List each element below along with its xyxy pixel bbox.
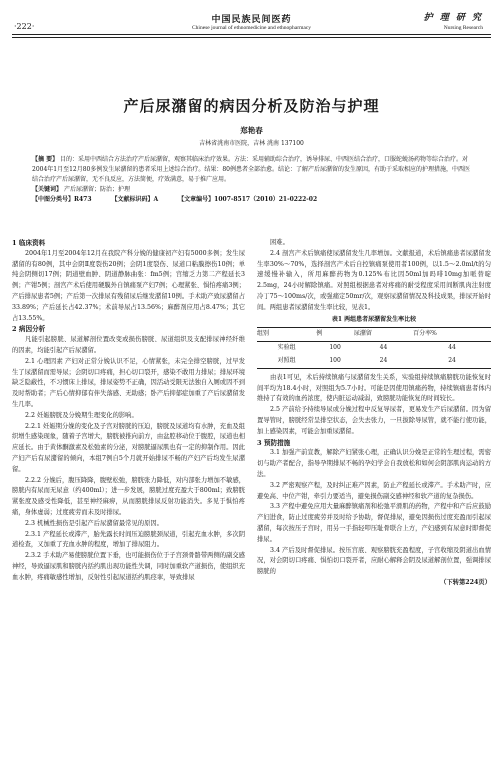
paragraph: 2.5 产前给予持续导尿或分娩过程中反复导尿者，更易发生产后尿潴留。因为留置导管时，膀胱经常呈排空状态，会失去张力，一旦拔除导尿管，就不能行使功能，加上感染因素，可能会加重尿潴留。 [257,406,491,435]
left-column [12,238,245,584]
paragraph: 2.2.1 妊娠期分娩的变化及子宫对膀胱的压迫，膀胱及尿道均有水肿，充血及组织增生感染现象，随着子宫增大，膀胱被推向前方，由盆腔移动位于腹腔，尿道也相应延长。由于黄体酮激素及松弛素的分泌，对膀胱逼尿肌也有一定的抑制作用。因此产妇产后有尿潴留的倾向，本组7例自5个月就开始排尿不畅的产妇产后均发生尿潴留。 [12,422,245,473]
paragraph: 3.4 产后及时督促排尿。按压宫底、观察膀胱充盈程度，子宫收缩及阴道出血情况，对会阴切口疼痛、惧怕切口裂开者，应耐心解释会阴及尿道解剖位置，强调排尿膀胱的 [257,546,491,576]
table-row [257,342,491,355]
page-number: ·222· [14,22,35,31]
keywords [32,185,472,195]
article-title: 产后尿潴留的病因分析及防治与护理 [123,97,380,115]
paragraph: 2.3.2 手术助产易使膀胱位置下垂，也可能损伤位于子宫颈骨骼带两侧的副交感神经，导致逼尿肌和膀胱内括约肌出现功能性失调，同时加重软产道损伤，使组织充血水肿，疼痛敏感性增加，反射性引起尿道括约肌痉挛，导致排尿 [12,552,245,581]
paragraph: 3.2 严密观察产程，及时纠正难产因素，防止产程延长或滞产。手术助产时，应避免高、中位产钳，牵引力要适当，避免损伤副交感神经和软产道的复杂损伤。 [257,481,491,500]
paragraph: 3.1 加强产前宣教，解除产妇紧张心理，正确认识分娩是正常的生理过程，需密切与助产者配合，指导孕期排尿不畅的孕妇学会自我放松和如何会阴部肌肉运动的方法。 [257,449,491,478]
table-row [257,355,491,368]
abstract [32,155,472,185]
paragraph: 2.2 妊娠膀胱及分娩期生理变化的影响。 [25,411,138,419]
author: 郑艳春 [240,126,263,135]
paragraph: 2.4 剖宫产术后镇痛使尿潴留发生几率增加。文献报道，术后镇痛患者尿潴留发生率30%～70%，选择剖宫产术后自控镇痛泵使用者100例，以1.5～2.0ml/t的匀速缓慢补输入，所用麻醉药物为0.125%布比因50ml加吗啡10mg加哌替啶2.5mg，24小时解除镇痛。对照组根据患者对疼痛的耐受程度采用间断肌肉注射度冷丁75～100ms/次，或强痛定50mr/次，观察尿潴留情况及科技成果，排尿开始时间。两组患者尿潴留发生率比较，见表1。 [257,249,491,311]
article-meta [32,195,472,205]
paragraph: 由表1可见，术后持续镇痛与尿潴留发生关系，实验组持续镇痛膀胱功能恢复时间平均为18.4小时，对照组为5.7小时。可能是因使用镇痛药物，持续镇痛患者体内维持了有效的血药浓度，使内脏运动减弱，致膀胱功能恢复的时间较长。 [257,373,491,403]
keywords-text: 产后尿潴留；防治；护理 [63,186,130,193]
document-code: 【文献标识码】A [111,196,159,203]
data-table [257,327,491,368]
table-cell: 100 [316,355,354,368]
section-title-en: Nursing Research [443,25,483,31]
table-cell: 44 [379,344,388,352]
table-header: 组别 [257,328,316,342]
keywords-label: 【关键词】 [32,186,63,193]
right-column [257,238,491,589]
clc-number: 【中图分类号】R473 [32,196,92,203]
table-cell: 100 [329,344,341,352]
article-number: 【文章编号】1007-8517（2010）21-0222-02 [178,196,318,203]
paragraph: 3.3 产程中避免应用大量麻醉镇痛剂和松弛平滑肌的药物，产程中和产后应鼓励产妇进食，防止过度疲劳并及时给予协助，督促排尿，避免因损伤过度充盈而引起尿潴留，每次按压子宫时，用另一手指轻叩压耻骨联合上方，产妇感到有尿意时即督促排尿。 [257,503,491,543]
table-header: 尿潴留 [354,328,413,342]
continued-note: （下转第224页） [440,578,491,586]
table-cell: 对照组 [257,355,316,368]
affiliation: 吉林省洮南市医院，吉林 洮南 137100 [199,140,304,147]
table-cell: 24 [413,355,491,368]
paragraph: 2.2.2 分娩后，腹压降降，腹壁松弛，膀胱张力降低，对内部张力增加不敏感，膀胱内有尿而无尿意（约400ml）；进一步发展，膀胱过度充盈大于800ml；致膀胱紧张度及感受性降低，甚至神经麻痹，从而膀胱排尿反射功能消失。多见于惧怕疼痛，身体虚弱；过度疲劳而未及时排尿。 [12,476,245,516]
section-heading: 2 病因分析 [12,325,46,334]
abstract-text: 目的：采用中西结合方法治疗产后尿潴留，观察其临床治疗效果。方法：采用辅助综合治疗，诱导排尿、中西医结合治疗，口服蛇蜕汤药物等综合治疗。对2004年1月至12月80多例发生尿潴留的患者采用上述综合治疗。结果：80例患者全部治愈。结论：了解产后尿潴留的发生原因，有助于采取相应的护理措施，中西医结合治疗产后尿潴留，无不良反应，方法简便，疗效满意，易于推广应用。 [32,156,470,183]
table-header: 百分率% [413,328,491,342]
paragraph: 困难。 [270,239,289,246]
header-rule [12,34,491,35]
paragraph: 2.1 心理因素 产妇对正常分娩认识不足，心情紧张，未完全排空膀胱，过早发生了尿潴留而需导尿；会阴切口疼痛，担心切口裂开，感染不敢用力排尿；排尿环境缺乏隐蔽性，不习惯床上排尿，排尿姿势不正确，因活动受限无法独自入厕或因不到及时帮助者；产后心情抑郁有伴失落感、无助感；卧产后抑郁症加重了产后尿潴留发生几率。 [12,357,245,408]
section-title: 护 理 研 究 [423,13,483,23]
abstract-block [32,155,472,205]
table-cell: 24 [354,355,413,368]
journal-title: 中国民族民间医药 [211,15,292,25]
abstract-label: 【摘 要】 [32,156,59,163]
table-header: 例 [316,328,354,342]
page-header [0,0,503,52]
paragraph: 2004年1月至2004年12月在我院产科分娩的健康初产妇有5000多例；发生尿潴留的有80例，其中会阴Ⅱ度裂伤20例；会阴1度裂伤、尿道口粘膜擦伤10例；单纯会阴侧切17例；阴道壁血肿、阴道静脉曲张：fm5例；宫缩乏力第二产程延长3例；产钳5例；剖宫产术后使用硬膜外自镇痛泵产妇7例；心理紧张、惧怕疼痛3例；产后排尿患者5例；产后第一次排尿有残留尿后继发潴留10例。手术助产致尿潴留占33.89%；产后延长占42.37%；术前导尿占13.56%；麻醉剂应用占8.47%；其它占13.55%。 [12,249,245,322]
table-cell: 实验组 [277,344,296,352]
paragraph: 2.3.1 产程延长或滞产，胎先露长时间压迫膀胱颈尿道，引起充血水肿，多次阴道检查，又加重了充血水肿的程度，增加了排尿阻力。 [12,530,245,549]
journal-subtitle: Chinese journal of ethnomedicine and ethnopharmacy [192,25,311,31]
table-cell: 44 [448,344,456,352]
paragraph: 2.3 机械性损伤是引起产后尿潴留最常见的原因。 [25,519,163,527]
table-caption: 表1 两组患者尿潴留发生率比较 [331,315,417,323]
section-heading: 1 临床资料 [12,239,46,247]
section-heading: 3 预防措施 [257,438,291,447]
paragraph: 凡能引起膀胱、尿道解剖位置改变或损伤膀胱、尿道组织及支配排尿神经纤维的因素，均能引起产后尿潴留。 [12,336,245,354]
header-rule-thin [12,37,491,38]
